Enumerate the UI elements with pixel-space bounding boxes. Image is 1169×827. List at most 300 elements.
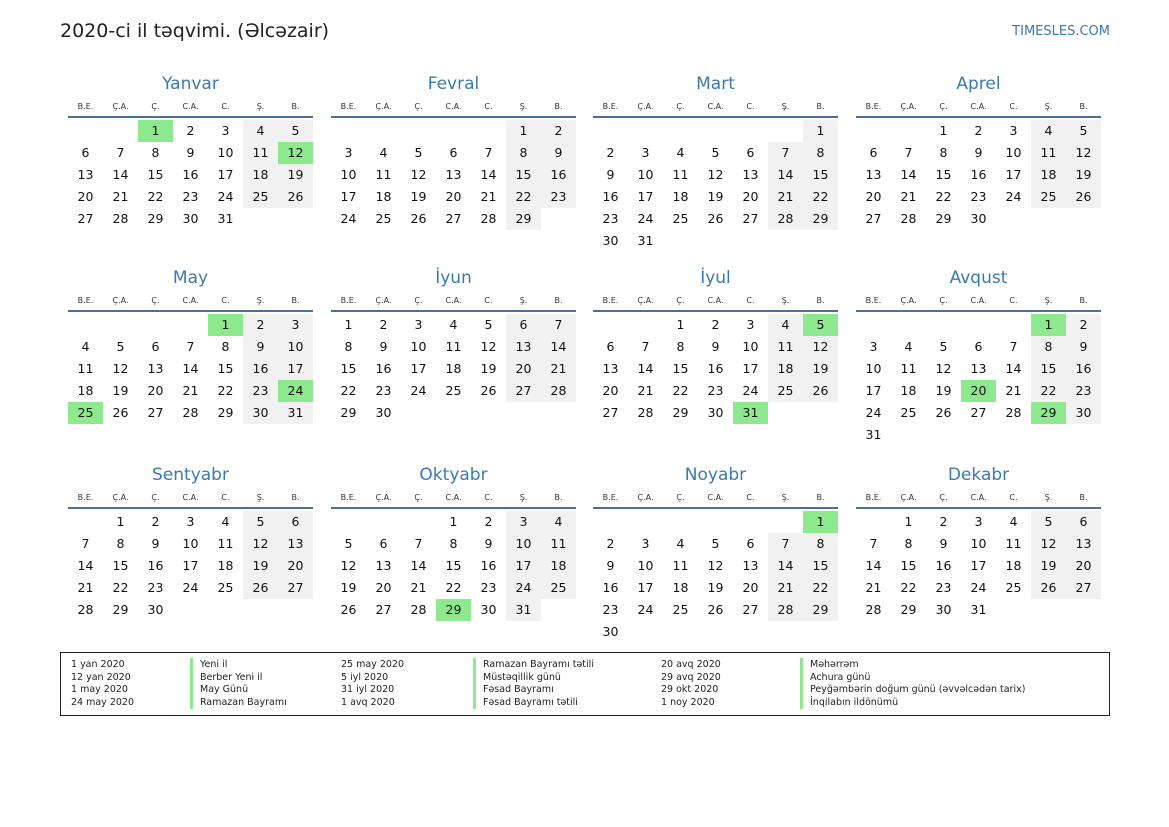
empty-cell [733, 511, 768, 533]
day-cell: 1 [344, 317, 353, 332]
month-fevral [331, 72, 576, 230]
day-cell: 7 [81, 536, 90, 551]
weekday-header [593, 96, 838, 118]
weekday-header [593, 290, 838, 312]
day-cell: 20 [147, 383, 164, 398]
day-cell: 24 [217, 189, 234, 204]
month-avqust [856, 266, 1101, 446]
empty-cell [856, 314, 891, 336]
legend-holiday-name: Ramazan Bayramı [190, 696, 287, 709]
day-cell: 10 [865, 361, 882, 376]
day-cell: 5 [939, 339, 948, 354]
day-cell: 26 [803, 380, 838, 402]
day-cell: 1 [1031, 314, 1066, 336]
day-cell: 3 [414, 317, 423, 332]
day-cell: 24 [340, 211, 357, 226]
weekday-label: Ş. [519, 102, 528, 111]
day-cell: 9 [974, 145, 983, 160]
day-cell: 12 [243, 533, 278, 555]
day-cell: 24 [637, 211, 654, 226]
day-cell: 27 [970, 405, 987, 420]
empty-cell [173, 314, 208, 336]
weekday-label: Ç.A. [900, 102, 917, 111]
month-i̇yun [331, 266, 576, 424]
weekday-label: B.E. [340, 493, 357, 502]
day-cell: 25 [68, 402, 103, 424]
legend-holiday-name: Fəsad Bayramı tətili [473, 696, 578, 709]
day-cell: 14 [410, 558, 427, 573]
weekday-label: B. [554, 493, 563, 502]
day-cell: 31 [637, 233, 654, 248]
day-cell: 30 [602, 624, 619, 639]
day-cell: 19 [112, 383, 129, 398]
empty-cell [401, 511, 436, 533]
day-cell: 23 [480, 580, 497, 595]
day-cell: 19 [707, 580, 724, 595]
weekday-label: B. [1079, 102, 1088, 111]
day-cell: 20 [602, 383, 619, 398]
day-cell: 4 [221, 514, 230, 529]
empty-cell [698, 120, 733, 142]
day-cell: 3 [506, 511, 541, 533]
day-cell: 11 [768, 336, 803, 358]
day-cell: 28 [480, 211, 497, 226]
day-cell: 12 [480, 339, 497, 354]
empty-cell [68, 120, 103, 142]
day-cell: 23 [243, 380, 278, 402]
day-cell: 17 [637, 580, 654, 595]
weekday-label: Ç.A. [112, 296, 129, 305]
day-cell: 1 [939, 123, 948, 138]
day-cell: 30 [935, 602, 952, 617]
day-cell: 19 [1031, 555, 1066, 577]
weekday-label: Ç. [939, 102, 948, 111]
legend-item [61, 696, 1109, 709]
day-cell: 10 [637, 558, 654, 573]
day-cell: 17 [182, 558, 199, 573]
day-cell: 14 [480, 167, 497, 182]
day-cell: 13 [506, 336, 541, 358]
day-cell: 24 [1005, 189, 1022, 204]
weekday-label: C. [1009, 296, 1018, 305]
weekday-label: C. [484, 102, 493, 111]
day-cell: 15 [340, 361, 357, 376]
day-cell: 29 [506, 208, 541, 230]
day-cell: 22 [803, 577, 838, 599]
empty-cell [366, 511, 401, 533]
day-cell: 18 [243, 164, 278, 186]
day-cell: 8 [221, 339, 230, 354]
day-cell: 7 [116, 145, 125, 160]
day-cell: 28 [900, 211, 917, 226]
day-cell: 22 [340, 383, 357, 398]
day-cell: 25 [541, 577, 576, 599]
day-cell: 23 [602, 602, 619, 617]
weekday-label: C.A. [707, 493, 724, 502]
day-cell: 11 [445, 339, 462, 354]
empty-cell [663, 120, 698, 142]
weekday-label: Ç.A. [375, 493, 392, 502]
empty-cell [331, 120, 366, 142]
day-cell: 24 [182, 580, 199, 595]
day-cell: 9 [484, 536, 493, 551]
day-cell: 10 [182, 536, 199, 551]
weekday-label: C.A. [445, 296, 462, 305]
weekday-label: C.A. [182, 493, 199, 502]
day-cell: 26 [480, 383, 497, 398]
day-cell: 8 [449, 536, 458, 551]
day-cell: 16 [1066, 358, 1101, 380]
legend-item [61, 671, 1109, 684]
day-cell: 27 [742, 602, 759, 617]
site-link[interactable]: TIMESLES.COM [1012, 24, 1110, 39]
day-cell: 9 [1066, 336, 1101, 358]
day-cell: 13 [278, 533, 313, 555]
day-cell: 29 [436, 599, 471, 621]
day-cell: 8 [344, 339, 353, 354]
day-cell: 30 [480, 602, 497, 617]
weekday-label: C. [746, 493, 755, 502]
day-cell: 2 [1066, 314, 1101, 336]
day-cell: 31 [970, 602, 987, 617]
day-cell: 21 [112, 189, 129, 204]
empty-cell [593, 120, 628, 142]
day-cell: 10 [1005, 145, 1022, 160]
month-name: Yanvar [162, 74, 219, 94]
weekday-label: B.E. [602, 493, 619, 502]
day-cell: 27 [77, 211, 94, 226]
day-cell: 19 [410, 189, 427, 204]
day-cell: 16 [480, 558, 497, 573]
day-cell: 21 [480, 189, 497, 204]
holiday-legend [60, 652, 1110, 716]
day-cell: 29 [340, 405, 357, 420]
weekday-label: C.A. [182, 296, 199, 305]
day-cell: 10 [637, 167, 654, 182]
month-aprel [856, 72, 1101, 230]
day-cell: 22 [445, 580, 462, 595]
weekday-label: B. [1079, 296, 1088, 305]
month-name: Oktyabr [419, 465, 488, 485]
month-name: İyul [700, 268, 731, 288]
empty-cell [436, 120, 471, 142]
month-name: May [172, 268, 209, 288]
day-cell: 20 [1066, 555, 1101, 577]
day-cell: 9 [711, 339, 720, 354]
day-cell: 6 [746, 145, 755, 160]
weekday-label: B. [554, 296, 563, 305]
day-cell: 23 [935, 580, 952, 595]
weekday-label: Ç. [414, 296, 423, 305]
day-cell: 21 [768, 186, 803, 208]
day-cell: 22 [147, 189, 164, 204]
day-cell: 15 [112, 558, 129, 573]
day-cell: 2 [186, 123, 195, 138]
day-cell: 21 [410, 580, 427, 595]
day-cell: 4 [541, 511, 576, 533]
month-name: Avqust [949, 268, 1008, 288]
day-cell: 24 [506, 577, 541, 599]
day-cell: 3 [746, 317, 755, 332]
weekday-label: Ç. [151, 102, 160, 111]
day-cell: 23 [541, 186, 576, 208]
weekday-label: C.A. [707, 102, 724, 111]
weekday-label: B. [816, 102, 825, 111]
day-cell: 18 [768, 358, 803, 380]
day-cell: 13 [602, 361, 619, 376]
day-cell: 20 [742, 189, 759, 204]
day-cell: 10 [217, 145, 234, 160]
weekday-label: Ç. [676, 493, 685, 502]
day-cell: 18 [1031, 164, 1066, 186]
page-title: 2020-ci il təqvimi. (Əlcəzair) [60, 20, 330, 42]
day-cell: 1 [904, 514, 913, 529]
day-cell: 19 [1066, 164, 1101, 186]
month-name: Mart [696, 74, 735, 94]
day-cell: 31 [865, 427, 882, 442]
day-cell: 21 [1005, 383, 1022, 398]
day-cell: 9 [151, 536, 160, 551]
day-cell: 8 [1031, 336, 1066, 358]
weekday-label: B. [816, 493, 825, 502]
day-cell: 29 [803, 599, 838, 621]
day-cell: 1 [208, 314, 243, 336]
day-cell: 1 [676, 317, 685, 332]
day-cell: 10 [970, 536, 987, 551]
day-cell: 26 [340, 602, 357, 617]
day-cell: 28 [541, 380, 576, 402]
weekday-label: Ç.A. [375, 102, 392, 111]
day-cell: 1 [449, 514, 458, 529]
day-cell: 24 [865, 405, 882, 420]
day-cell: 29 [112, 602, 129, 617]
day-cell: 5 [278, 120, 313, 142]
weekday-label: B. [291, 102, 300, 111]
weekday-label: B. [291, 493, 300, 502]
day-cell: 17 [340, 189, 357, 204]
day-cell: 12 [707, 558, 724, 573]
day-cell: 7 [541, 314, 576, 336]
day-cell: 23 [707, 383, 724, 398]
weekday-label: Ç.A. [637, 102, 654, 111]
weekday-label: Ç. [939, 493, 948, 502]
weekday-label: B.E. [865, 296, 882, 305]
day-cell: 5 [243, 511, 278, 533]
day-cell: 17 [410, 361, 427, 376]
day-cell: 31 [217, 211, 234, 226]
day-cell: 16 [602, 580, 619, 595]
weekday-label: Ş. [256, 296, 265, 305]
day-cell: 27 [865, 211, 882, 226]
day-cell: 21 [541, 358, 576, 380]
month-oktyabr [331, 463, 576, 621]
day-cell: 8 [151, 145, 160, 160]
legend-holiday-name: Məhərrəm [800, 658, 859, 671]
day-cell: 8 [904, 536, 913, 551]
day-cell: 22 [672, 383, 689, 398]
weekday-label: B.E. [340, 102, 357, 111]
day-cell: 29 [672, 405, 689, 420]
weekday-label: B.E. [77, 102, 94, 111]
day-cell: 7 [641, 339, 650, 354]
day-cell: 20 [742, 580, 759, 595]
empty-cell [471, 120, 506, 142]
day-cell: 14 [637, 361, 654, 376]
day-cell: 21 [182, 383, 199, 398]
day-cell: 7 [414, 536, 423, 551]
day-cell: 19 [803, 358, 838, 380]
day-cell: 14 [77, 558, 94, 573]
month-may [68, 266, 313, 424]
day-cell: 25 [1005, 580, 1022, 595]
weekday-label: Ç.A. [900, 493, 917, 502]
day-cell: 16 [375, 361, 392, 376]
day-cell: 13 [970, 361, 987, 376]
day-cell: 8 [506, 142, 541, 164]
day-cell: 12 [707, 167, 724, 182]
day-cell: 21 [900, 189, 917, 204]
day-cell: 11 [672, 167, 689, 182]
day-cell: 2 [151, 514, 160, 529]
day-cell: 12 [803, 336, 838, 358]
day-cell: 19 [278, 164, 313, 186]
day-cell: 26 [707, 211, 724, 226]
day-cell: 30 [970, 211, 987, 226]
legend-item [61, 683, 1109, 696]
day-cell: 6 [1066, 511, 1101, 533]
day-cell: 1 [138, 120, 173, 142]
day-cell: 20 [445, 189, 462, 204]
day-cell: 16 [541, 164, 576, 186]
day-cell: 12 [1031, 533, 1066, 555]
day-cell: 27 [445, 211, 462, 226]
weekday-label: B. [1079, 493, 1088, 502]
month-dekabr [856, 463, 1101, 621]
day-cell: 15 [147, 167, 164, 182]
day-cell: 22 [935, 189, 952, 204]
day-cell: 8 [803, 142, 838, 164]
day-cell: 18 [217, 558, 234, 573]
day-cell: 31 [506, 599, 541, 621]
day-cell: 16 [182, 167, 199, 182]
legend-date: 5 iyl 2020 [341, 671, 389, 683]
day-cell: 4 [904, 339, 913, 354]
weekday-label: Ç.A. [637, 493, 654, 502]
days-grid [331, 511, 576, 621]
day-cell: 14 [1005, 361, 1022, 376]
day-cell: 24 [742, 383, 759, 398]
day-cell: 2 [974, 123, 983, 138]
day-cell: 10 [340, 167, 357, 182]
weekday-label: Ç. [414, 493, 423, 502]
day-cell: 30 [182, 211, 199, 226]
empty-cell [961, 314, 996, 336]
day-cell: 16 [970, 167, 987, 182]
empty-cell [138, 314, 173, 336]
month-mart [593, 72, 838, 252]
day-cell: 22 [1031, 380, 1066, 402]
day-cell: 3 [186, 514, 195, 529]
day-cell: 6 [869, 145, 878, 160]
day-cell: 7 [484, 145, 493, 160]
day-cell: 19 [340, 580, 357, 595]
day-cell: 11 [77, 361, 94, 376]
day-cell: 14 [112, 167, 129, 182]
day-cell: 18 [900, 383, 917, 398]
day-cell: 14 [541, 336, 576, 358]
legend-date: 12 yan 2020 [71, 671, 131, 683]
day-cell: 22 [217, 383, 234, 398]
day-cell: 24 [970, 580, 987, 595]
day-cell: 9 [379, 339, 388, 354]
weekday-label: B. [816, 296, 825, 305]
weekday-header [593, 487, 838, 509]
day-cell: 28 [865, 602, 882, 617]
day-cell: 19 [243, 555, 278, 577]
day-cell: 19 [935, 383, 952, 398]
day-cell: 29 [900, 602, 917, 617]
empty-cell [628, 511, 663, 533]
month-name: Aprel [956, 74, 1001, 94]
day-cell: 13 [445, 167, 462, 182]
day-cell: 15 [217, 361, 234, 376]
legend-holiday-name: Müstəqillik günü [473, 671, 561, 684]
empty-cell [926, 314, 961, 336]
day-cell: 25 [243, 186, 278, 208]
day-cell: 26 [707, 602, 724, 617]
weekday-label: Ş. [1044, 102, 1053, 111]
day-cell: 2 [243, 314, 278, 336]
day-cell: 13 [77, 167, 94, 182]
days-grid [856, 511, 1101, 621]
day-cell: 17 [278, 358, 313, 380]
day-cell: 29 [935, 211, 952, 226]
days-grid [68, 120, 313, 230]
legend-holiday-name: Peyğəmbərin doğum günü (əvvəlcədən tarix) [800, 683, 1025, 696]
day-cell: 16 [935, 558, 952, 573]
day-cell: 16 [602, 189, 619, 204]
day-cell: 18 [672, 580, 689, 595]
weekday-label: B.E. [602, 102, 619, 111]
month-noyabr [593, 463, 838, 643]
day-cell: 2 [939, 514, 948, 529]
day-cell: 15 [935, 167, 952, 182]
day-cell: 2 [606, 145, 615, 160]
month-name: Noyabr [684, 465, 747, 485]
weekday-header [856, 290, 1101, 312]
day-cell: 10 [410, 339, 427, 354]
day-cell: 20 [865, 189, 882, 204]
day-cell: 26 [935, 405, 952, 420]
day-cell: 8 [116, 536, 125, 551]
day-cell: 26 [112, 405, 129, 420]
day-cell: 30 [375, 405, 392, 420]
day-cell: 27 [1066, 577, 1101, 599]
day-cell: 4 [676, 145, 685, 160]
day-cell: 25 [445, 383, 462, 398]
day-cell: 29 [147, 211, 164, 226]
day-cell: 18 [445, 361, 462, 376]
legend-holiday-name: Berber Yeni il [190, 671, 262, 684]
month-name: İyun [435, 268, 472, 288]
day-cell: 17 [1005, 167, 1022, 182]
month-yanvar [68, 72, 313, 230]
day-cell: 5 [484, 317, 493, 332]
weekday-header [68, 96, 313, 118]
weekday-label: Ç. [151, 296, 160, 305]
weekday-label: Ç.A. [375, 296, 392, 305]
day-cell: 4 [1009, 514, 1018, 529]
